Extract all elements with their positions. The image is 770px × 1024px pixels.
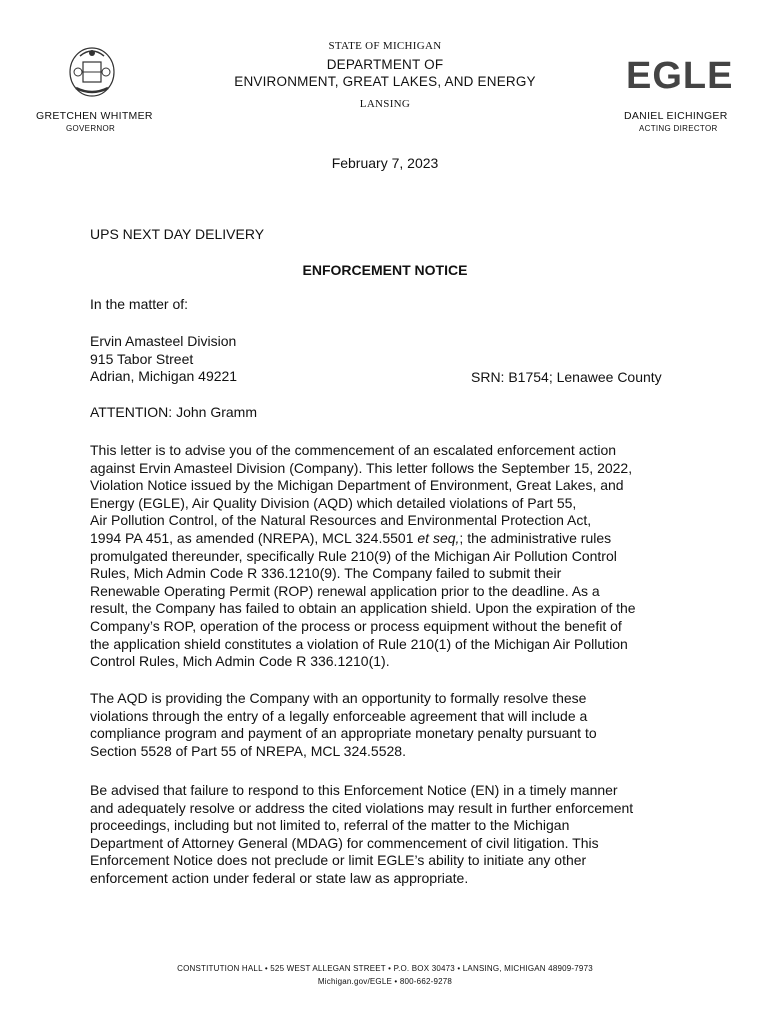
letter-date: February 7, 2023 [331,155,439,171]
paragraph-3 [90,782,690,888]
paragraph-line: enforcement action under federal or state law as appropriate. [90,869,469,886]
paragraph-line: Be advised that failure to respond to this Enforcement Notice (EN) in a timely manner [90,782,618,798]
paragraph-line: The AQD is providing the Company with an opportunity to formally resolve these [90,690,587,706]
paragraph-line: result, the Company has failed to obtain an application shield. Upon the expiration of the [90,600,636,617]
governor-title: GOVERNOR [66,124,116,133]
paragraph-line: Rules, Mich Admin Code R 336.1210(9). The Company failed to submit their [90,565,562,582]
address-line: Ervin Amasteel Division [90,333,237,349]
paragraph-line: Renewable Operating Permit (ROP) renewal application prior to the deadline. As a [90,582,600,599]
department-line-1: DEPARTMENT OF [326,57,444,72]
state-heading: STATE OF MICHIGAN [328,40,442,52]
director-title: ACTING DIRECTOR [639,124,718,133]
address-line: 915 Tabor Street [90,350,194,367]
city-heading: LANSING [359,98,411,110]
srn-county: SRN: B1754; Lenawee County [471,369,662,385]
paragraph-line: 1994 PA 451, as amended (NREPA), MCL 324.5501 et seq,; the administrative rules [90,529,612,546]
egle-logo: EGLE [626,55,734,97]
delivery-method: UPS NEXT DAY DELIVERY [90,226,265,242]
paragraph-line: Control Rules, Mich Admin Code R 336.1210(1). [90,653,390,670]
footer-address: CONSTITUTION HALL • 525 WEST ALLEGAN STREET • P.O. BOX 30473 • LANSING, MICHIGAN 48909-7973 [177,964,593,973]
paragraph-line: promulgated thereunder, specifically Rule 210(9) of the Michigan Air Pollution Control [90,547,617,564]
paragraph-line: This letter is to advise you of the commencement of an escalated enforcement action [90,442,617,458]
paragraph-line: Violation Notice issued by the Michigan Department of Environment, Great Lakes, and [90,477,624,494]
paragraph-line: Department of Attorney General (MDAG) for commencement of civil litigation. This [90,834,599,851]
paragraph-line: Enforcement Notice does not preclude or limit EGLE’s ability to initiate any other [90,852,587,869]
paragraph-line: against Ervin Amasteel Division (Company). This letter follows the September 15, 2022, [90,459,633,476]
paragraph-line: Section 5528 of Part 55 of NREPA, MCL 324.5528. [90,742,406,759]
governor-name: GRETCHEN WHITMER [36,110,153,122]
paragraph-2 [90,690,690,760]
paragraph-line: violations through the entry of a legally enforceable agreement that will include a [90,707,588,724]
address-line: Adrian, Michigan 49221 [90,368,238,385]
director-name: DANIEL EICHINGER [624,110,728,122]
attention-line: ATTENTION: John Gramm [90,404,257,420]
footer-contact: Michigan.gov/EGLE • 800-662-9278 [317,977,453,986]
paragraph-line: Air Pollution Control, of the Natural Resources and Environmental Protection Act, [90,512,592,529]
notice-title: ENFORCEMENT NOTICE [302,262,468,278]
paragraph-line: proceedings, including but not limited to, referral of the matter to the Michigan [90,817,570,834]
paragraph-line: Company’s ROP, operation of the process or process equipment without the benefit of [90,617,622,634]
paragraph-1 [90,442,690,671]
paragraph-line: compliance program and payment of an appropriate monetary penalty pursuant to [90,725,597,742]
department-line-2: ENVIRONMENT, GREAT LAKES, AND ENERGY [234,74,536,89]
paragraph-line: the application shield constitutes a violation of Rule 210(1) of the Michigan Air Pollution [90,635,628,652]
matter-label: In the matter of: [90,296,189,312]
paragraph-line: and adequately resolve or address the cited violations may result in further enforcement [90,799,634,816]
paragraph-line: Energy (EGLE), Air Quality Division (AQD) which detailed violations of Part 55, [90,494,577,511]
